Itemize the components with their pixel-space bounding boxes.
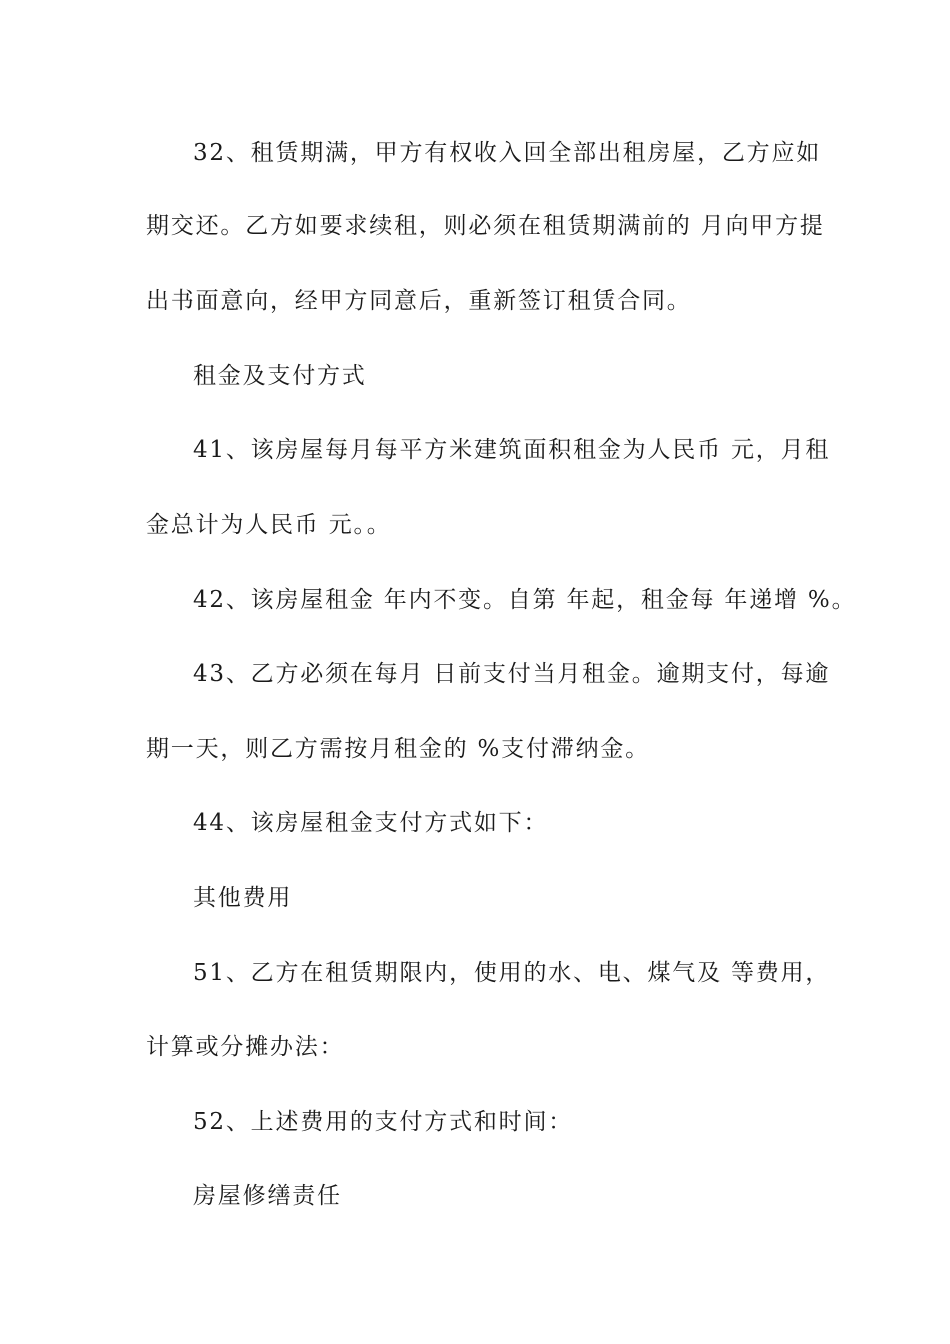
clause-44-line-1: 44、该房屋租金支付方式如下： bbox=[193, 810, 549, 836]
clause-52-line-1: 52、上述费用的支付方式和时间： bbox=[193, 1109, 574, 1135]
clause-42-line-1: 42、该房屋租金 年内不变。自第 年起，租金每 年递增 %。 bbox=[193, 587, 857, 613]
clause-51-line-1: 51、乙方在租赁期限内，使用的水、电、煤气及 等费用， bbox=[193, 960, 831, 986]
clause-43-line-2: 期一天，则乙方需按月租金的 %支付滞纳金。 bbox=[146, 736, 650, 762]
clause-41-line-1: 41、该房屋每月每平方米建筑面积租金为人民币 元，月租 bbox=[193, 437, 831, 463]
section-heading-rent-payment: 租金及支付方式 bbox=[193, 363, 367, 389]
clause-32-line-2: 期交还。乙方如要求续租，则必须在租赁期满前的 月向甲方提 bbox=[146, 213, 825, 239]
clause-41-line-2: 金总计为人民币 元。。 bbox=[146, 512, 392, 538]
clause-51-line-2: 计算或分摊办法： bbox=[146, 1034, 345, 1060]
clause-32-line-1: 32、租赁期满，甲方有权收入回全部出租房屋，乙方应如 bbox=[193, 140, 822, 166]
clause-43-line-1: 43、乙方必须在每月 日前支付当月租金。逾期支付，每逾 bbox=[193, 661, 831, 687]
clause-32-line-3: 出书面意向，经甲方同意后，重新签订租赁合同。 bbox=[146, 288, 692, 314]
section-heading-other-fees: 其他费用 bbox=[193, 885, 293, 911]
section-heading-repair-responsibility: 房屋修缮责任 bbox=[193, 1183, 342, 1209]
